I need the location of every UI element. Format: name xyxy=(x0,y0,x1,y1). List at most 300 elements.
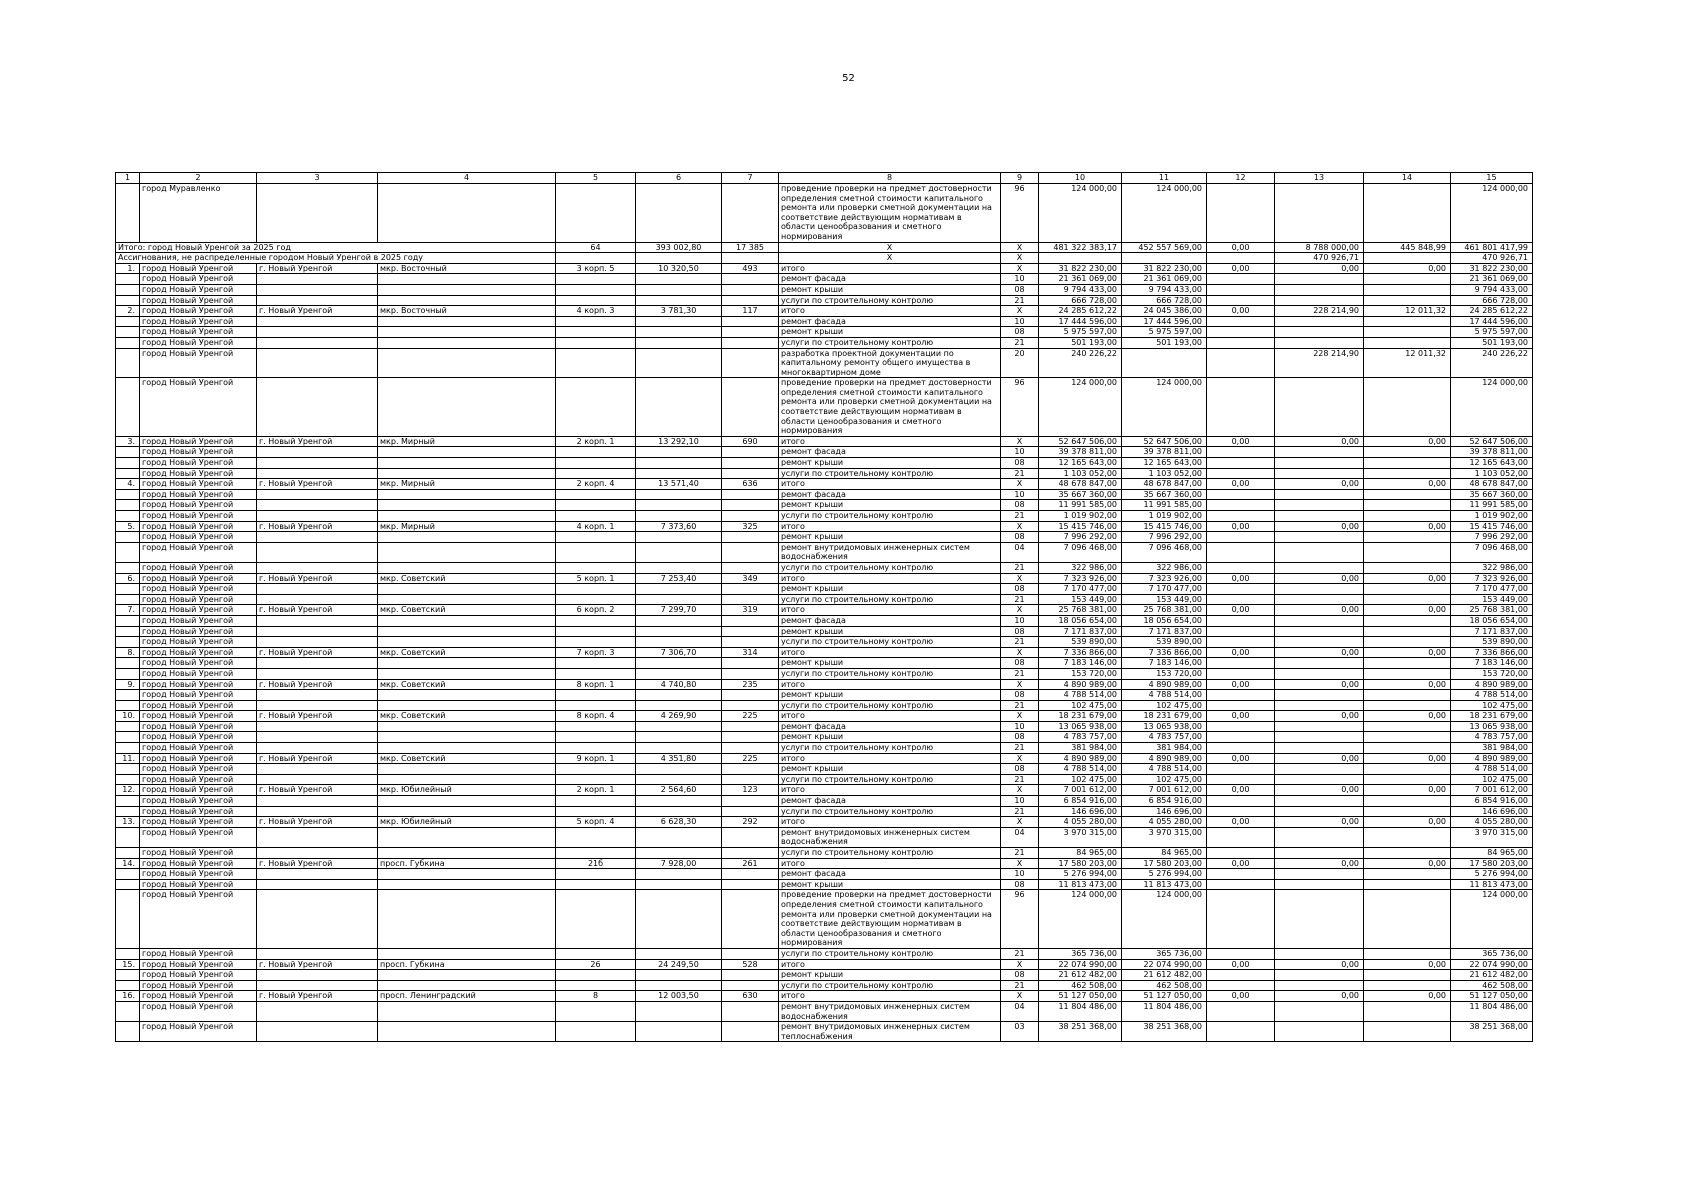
cell-c9: 21 xyxy=(1001,668,1039,679)
cell-c10: 24 285 612,22 xyxy=(1039,306,1122,317)
cell-c15: 7 323 926,00 xyxy=(1451,573,1533,584)
street-cell xyxy=(378,378,556,437)
house-number-cell xyxy=(556,668,636,679)
cell-c15: 470 926,71 xyxy=(1451,253,1533,264)
cell-c9: Х xyxy=(1001,242,1039,253)
residents-cell xyxy=(722,337,779,348)
residents-cell xyxy=(722,562,779,573)
cell-c14 xyxy=(1364,500,1451,511)
cell-c10: 4 788 514,00 xyxy=(1039,764,1122,775)
cell-c14 xyxy=(1364,253,1451,264)
cell-c10: 7 171 837,00 xyxy=(1039,626,1122,637)
row-number: 6. xyxy=(116,573,140,584)
cell-c10: 240 226,22 xyxy=(1039,348,1122,378)
street-cell xyxy=(378,1001,556,1021)
cell-c14: 0,00 xyxy=(1364,858,1451,869)
house-number-cell xyxy=(556,743,636,754)
residents-cell xyxy=(722,584,779,595)
settlement-cell xyxy=(257,500,378,511)
area-cell: 7 306,70 xyxy=(636,647,722,658)
cell-c12 xyxy=(1207,980,1275,991)
cell-c10: 7 996 292,00 xyxy=(1039,532,1122,543)
cell-c14 xyxy=(1364,890,1451,949)
street-cell xyxy=(378,337,556,348)
cell-c15: 240 226,22 xyxy=(1451,348,1533,378)
work-type-cell: ремонт фасада xyxy=(779,796,1001,807)
cell-c9: Х xyxy=(1001,817,1039,828)
cell-c12 xyxy=(1207,1001,1275,1021)
residents-cell xyxy=(722,626,779,637)
area-cell: 7 373,60 xyxy=(636,521,722,532)
cell-c9: 10 xyxy=(1001,274,1039,285)
cell-c15: 18 231 679,00 xyxy=(1451,711,1533,722)
area-cell xyxy=(636,348,722,378)
cell-c13: 228 214,90 xyxy=(1275,348,1364,378)
cell-c10: 102 475,00 xyxy=(1039,774,1122,785)
house-number-cell xyxy=(556,827,636,847)
work-type-cell: ремонт крыши xyxy=(779,970,1001,981)
settlement-cell: г. Новый Уренгой xyxy=(257,858,378,869)
work-type-cell: услуги по строительному контролю xyxy=(779,562,1001,573)
cell-c5 xyxy=(556,253,636,264)
settlement-cell xyxy=(257,327,378,338)
row-number xyxy=(116,562,140,573)
cell-c10: 4 055 280,00 xyxy=(1039,817,1122,828)
cell-c12 xyxy=(1207,489,1275,500)
cell-c14 xyxy=(1364,743,1451,754)
area-cell xyxy=(636,562,722,573)
area-cell xyxy=(636,848,722,859)
cell-c11: 5 276 994,00 xyxy=(1122,869,1207,880)
street-cell xyxy=(378,690,556,701)
residents-cell xyxy=(722,542,779,562)
row-number: 1. xyxy=(116,263,140,274)
cell-c11: 22 074 990,00 xyxy=(1122,959,1207,970)
area-cell: 2 564,60 xyxy=(636,785,722,796)
cell-c14 xyxy=(1364,447,1451,458)
work-type-cell: итого xyxy=(779,753,1001,764)
cell-c13 xyxy=(1275,447,1364,458)
residents-cell: 123 xyxy=(722,785,779,796)
table-row xyxy=(116,647,1533,658)
cell-c15: 7 996 292,00 xyxy=(1451,532,1533,543)
work-type-cell: ремонт внутридомовых инженерных систем теплоснабжения xyxy=(779,1022,1001,1042)
cell-c13 xyxy=(1275,626,1364,637)
settlement-cell xyxy=(257,668,378,679)
cell-c12 xyxy=(1207,668,1275,679)
cell-c9: 21 xyxy=(1001,774,1039,785)
cell-c9: 21 xyxy=(1001,948,1039,959)
cell-c12 xyxy=(1207,458,1275,469)
municipality-cell: город Новый Уренгой xyxy=(140,743,257,754)
settlement-cell xyxy=(257,774,378,785)
table-row xyxy=(116,668,1533,679)
cell-c15: 322 986,00 xyxy=(1451,562,1533,573)
table-row xyxy=(116,764,1533,775)
table-body xyxy=(116,173,1533,1042)
street-cell: мкр. Юбилейный xyxy=(378,817,556,828)
residents-cell xyxy=(722,869,779,880)
municipality-cell: город Новый Уренгой xyxy=(140,848,257,859)
work-type-cell: услуги по строительному контролю xyxy=(779,668,1001,679)
cell-c10: 1 103 052,00 xyxy=(1039,468,1122,479)
settlement-cell xyxy=(257,980,378,991)
cell-c12 xyxy=(1207,743,1275,754)
row-number: 7. xyxy=(116,605,140,616)
row-number: 13. xyxy=(116,817,140,828)
house-number-cell: 4 корп. 3 xyxy=(556,306,636,317)
cell-c9: 03 xyxy=(1001,1022,1039,1042)
cell-c14 xyxy=(1364,637,1451,648)
area-cell xyxy=(636,584,722,595)
cell-c15: 22 074 990,00 xyxy=(1451,959,1533,970)
municipality-cell: город Новый Уренгой xyxy=(140,879,257,890)
table-row xyxy=(116,468,1533,479)
municipality-cell: город Новый Уренгой xyxy=(140,327,257,338)
street-cell xyxy=(378,948,556,959)
cell-c9: Х xyxy=(1001,753,1039,764)
cell-c15: 6 854 916,00 xyxy=(1451,796,1533,807)
settlement-cell xyxy=(257,637,378,648)
cell-c11 xyxy=(1122,253,1207,264)
row-number xyxy=(116,764,140,775)
cell-c13 xyxy=(1275,948,1364,959)
settlement-cell xyxy=(257,890,378,949)
row-number xyxy=(116,500,140,511)
street-cell xyxy=(378,806,556,817)
work-type-cell: итого xyxy=(779,711,1001,722)
house-number-cell xyxy=(556,796,636,807)
cell-c13 xyxy=(1275,284,1364,295)
municipality-cell: город Новый Уренгой xyxy=(140,970,257,981)
house-number-cell xyxy=(556,594,636,605)
house-number-cell xyxy=(556,511,636,522)
street-cell xyxy=(378,468,556,479)
column-number-14: 14 xyxy=(1364,173,1451,184)
column-number-8: 8 xyxy=(779,173,1001,184)
cell-c14 xyxy=(1364,869,1451,880)
work-type-cell: итого xyxy=(779,573,1001,584)
cell-c6: 393 002,80 xyxy=(636,242,722,253)
area-cell xyxy=(636,615,722,626)
municipality-cell: город Новый Уренгой xyxy=(140,615,257,626)
cell-c11: 146 696,00 xyxy=(1122,806,1207,817)
cell-c12: 0,00 xyxy=(1207,991,1275,1002)
row-number xyxy=(116,980,140,991)
residents-cell xyxy=(722,690,779,701)
cell-c10: 15 415 746,00 xyxy=(1039,521,1122,532)
municipality-cell: город Новый Уренгой xyxy=(140,637,257,648)
cell-c11: 18 056 654,00 xyxy=(1122,615,1207,626)
street-cell xyxy=(378,796,556,807)
residents-cell: 261 xyxy=(722,858,779,869)
cell-c10: 124 000,00 xyxy=(1039,184,1122,243)
cell-c9: 10 xyxy=(1001,796,1039,807)
cell-c13: 0,00 xyxy=(1275,711,1364,722)
cell-c15: 25 768 381,00 xyxy=(1451,605,1533,616)
settlement-cell xyxy=(257,948,378,959)
house-number-cell xyxy=(556,970,636,981)
cell-c9: Х xyxy=(1001,785,1039,796)
cell-c13: 0,00 xyxy=(1275,817,1364,828)
cell-c10: 31 822 230,00 xyxy=(1039,263,1122,274)
street-cell: мкр. Советский xyxy=(378,573,556,584)
municipality-cell: город Новый Уренгой xyxy=(140,274,257,285)
cell-c11: 21 612 482,00 xyxy=(1122,970,1207,981)
cell-c9: 21 xyxy=(1001,848,1039,859)
table-row xyxy=(116,436,1533,447)
row-number xyxy=(116,327,140,338)
cell-c15: 1 019 902,00 xyxy=(1451,511,1533,522)
cell-c14 xyxy=(1364,337,1451,348)
cell-c10: 666 728,00 xyxy=(1039,295,1122,306)
work-type-cell: услуги по строительному контролю xyxy=(779,295,1001,306)
cell-c10: 7 170 477,00 xyxy=(1039,584,1122,595)
cell-c13: 0,00 xyxy=(1275,959,1364,970)
cell-c9: Х xyxy=(1001,521,1039,532)
cell-c14 xyxy=(1364,690,1451,701)
settlement-cell xyxy=(257,806,378,817)
cell-c15: 11 813 473,00 xyxy=(1451,879,1533,890)
cell-c12 xyxy=(1207,764,1275,775)
cell-c14 xyxy=(1364,948,1451,959)
cell-c13: 0,00 xyxy=(1275,785,1364,796)
cell-c12: 0,00 xyxy=(1207,647,1275,658)
municipality-cell: город Новый Уренгой xyxy=(140,817,257,828)
street-cell xyxy=(378,447,556,458)
settlement-cell: г. Новый Уренгой xyxy=(257,959,378,970)
street-cell xyxy=(378,348,556,378)
row-number xyxy=(116,489,140,500)
cell-c11: 666 728,00 xyxy=(1122,295,1207,306)
house-number-cell: 8 xyxy=(556,991,636,1002)
work-type-cell: ремонт фасада xyxy=(779,615,1001,626)
house-number-cell xyxy=(556,774,636,785)
cell-c11: 4 055 280,00 xyxy=(1122,817,1207,828)
work-type-cell: итого xyxy=(779,479,1001,490)
cell-c11: 7 001 612,00 xyxy=(1122,785,1207,796)
area-cell xyxy=(636,721,722,732)
municipality-cell: город Новый Уренгой xyxy=(140,348,257,378)
cell-c14 xyxy=(1364,970,1451,981)
work-type-cell: услуги по строительному контролю xyxy=(779,594,1001,605)
cell-c13 xyxy=(1275,1001,1364,1021)
cell-c15: 153 720,00 xyxy=(1451,668,1533,679)
house-number-cell xyxy=(556,562,636,573)
area-cell xyxy=(636,690,722,701)
row-number xyxy=(116,584,140,595)
cell-c13 xyxy=(1275,337,1364,348)
cell-c13 xyxy=(1275,458,1364,469)
cell-c15: 7 171 837,00 xyxy=(1451,626,1533,637)
municipality-cell: город Новый Уренгой xyxy=(140,679,257,690)
municipality-cell: город Новый Уренгой xyxy=(140,948,257,959)
table-row xyxy=(116,500,1533,511)
cell-c13 xyxy=(1275,532,1364,543)
cell-c11: 462 508,00 xyxy=(1122,980,1207,991)
cell-c10: 7 323 926,00 xyxy=(1039,573,1122,584)
municipality-cell: город Новый Уренгой xyxy=(140,295,257,306)
cell-c9: 21 xyxy=(1001,743,1039,754)
cell-c12 xyxy=(1207,615,1275,626)
cell-c9: 10 xyxy=(1001,721,1039,732)
house-number-cell xyxy=(556,468,636,479)
work-type-cell: ремонт крыши xyxy=(779,690,1001,701)
cell-c12 xyxy=(1207,970,1275,981)
area-cell xyxy=(636,658,722,669)
area-cell xyxy=(636,980,722,991)
work-type-cell: итого xyxy=(779,521,1001,532)
table-row xyxy=(116,316,1533,327)
cell-c13 xyxy=(1275,743,1364,754)
cell-c11: 124 000,00 xyxy=(1122,890,1207,949)
municipality-cell: город Новый Уренгой xyxy=(140,806,257,817)
cell-c9: 96 xyxy=(1001,378,1039,437)
residents-cell xyxy=(722,468,779,479)
area-cell xyxy=(636,468,722,479)
house-number-cell xyxy=(556,1001,636,1021)
settlement-cell xyxy=(257,447,378,458)
street-cell: мкр. Советский xyxy=(378,711,556,722)
cell-c15: 35 667 360,00 xyxy=(1451,489,1533,500)
residents-cell xyxy=(722,615,779,626)
row-number xyxy=(116,1001,140,1021)
cell-c13: 0,00 xyxy=(1275,679,1364,690)
cell-c10: 11 804 486,00 xyxy=(1039,1001,1122,1021)
area-cell xyxy=(636,743,722,754)
cell-c10: 13 065 938,00 xyxy=(1039,721,1122,732)
residents-cell xyxy=(722,668,779,679)
work-type-cell: итого xyxy=(779,436,1001,447)
settlement-cell xyxy=(257,562,378,573)
cell-c13: 470 926,71 xyxy=(1275,253,1364,264)
settlement-cell xyxy=(257,274,378,285)
table-row xyxy=(116,447,1533,458)
street-cell xyxy=(378,542,556,562)
table-row xyxy=(116,711,1533,722)
area-cell xyxy=(636,378,722,437)
cell-c15: 1 103 052,00 xyxy=(1451,468,1533,479)
cell-c14 xyxy=(1364,700,1451,711)
street-cell xyxy=(378,295,556,306)
area-cell xyxy=(636,511,722,522)
cell-c15: 146 696,00 xyxy=(1451,806,1533,817)
work-type-cell: итого xyxy=(779,785,1001,796)
total-row xyxy=(116,242,1533,253)
cell-c10: 102 475,00 xyxy=(1039,700,1122,711)
residents-cell: 630 xyxy=(722,991,779,1002)
cell-c12 xyxy=(1207,690,1275,701)
table-row xyxy=(116,959,1533,970)
municipality-cell: город Новый Уренгой xyxy=(140,690,257,701)
table-row xyxy=(116,980,1533,991)
street-cell xyxy=(378,764,556,775)
area-cell xyxy=(636,948,722,959)
residents-cell xyxy=(722,743,779,754)
work-type-cell: итого xyxy=(779,959,1001,970)
row-number xyxy=(116,458,140,469)
cell-c8: Х xyxy=(779,253,1001,264)
table-row xyxy=(116,700,1533,711)
table-row xyxy=(116,890,1533,949)
cell-c10: 17 444 596,00 xyxy=(1039,316,1122,327)
table-row xyxy=(116,605,1533,616)
cell-c14: 0,00 xyxy=(1364,817,1451,828)
row-number: 15. xyxy=(116,959,140,970)
municipality-cell: город Новый Уренгой xyxy=(140,447,257,458)
column-number-2: 2 xyxy=(140,173,257,184)
row-number xyxy=(116,542,140,562)
cell-c11: 11 804 486,00 xyxy=(1122,1001,1207,1021)
cell-c11: 25 768 381,00 xyxy=(1122,605,1207,616)
cell-c12 xyxy=(1207,253,1275,264)
work-type-cell: ремонт крыши xyxy=(779,458,1001,469)
residents-cell xyxy=(722,1001,779,1021)
area-cell xyxy=(636,274,722,285)
cell-c9: Х xyxy=(1001,605,1039,616)
table-row xyxy=(116,184,1533,243)
cell-c11: 84 965,00 xyxy=(1122,848,1207,859)
cell-c15: 4 890 989,00 xyxy=(1451,679,1533,690)
cell-c9: 08 xyxy=(1001,532,1039,543)
municipality-cell: город Новый Уренгой xyxy=(140,479,257,490)
settlement-cell xyxy=(257,848,378,859)
row-number xyxy=(116,796,140,807)
cell-c15: 365 736,00 xyxy=(1451,948,1533,959)
settlement-cell: г. Новый Уренгой xyxy=(257,753,378,764)
cell-c11: 3 970 315,00 xyxy=(1122,827,1207,847)
column-number-15: 15 xyxy=(1451,173,1533,184)
cell-c14 xyxy=(1364,658,1451,669)
table-row xyxy=(116,479,1533,490)
cell-c15: 102 475,00 xyxy=(1451,774,1533,785)
table-row xyxy=(116,817,1533,828)
work-type-cell: услуги по строительному контролю xyxy=(779,511,1001,522)
residents-cell: 292 xyxy=(722,817,779,828)
street-cell: просп. Губкина xyxy=(378,858,556,869)
cell-c15: 462 508,00 xyxy=(1451,980,1533,991)
house-number-cell xyxy=(556,284,636,295)
street-cell: мкр. Юбилейный xyxy=(378,785,556,796)
residents-cell: 235 xyxy=(722,679,779,690)
cell-c10: 481 322 383,17 xyxy=(1039,242,1122,253)
street-cell: просп. Ленинградский xyxy=(378,991,556,1002)
residents-cell xyxy=(722,327,779,338)
cell-c14 xyxy=(1364,295,1451,306)
cell-c12 xyxy=(1207,594,1275,605)
residents-cell xyxy=(722,1022,779,1042)
cell-c14: 0,00 xyxy=(1364,991,1451,1002)
cell-c13 xyxy=(1275,869,1364,880)
area-cell xyxy=(636,869,722,880)
work-type-cell: услуги по строительному контролю xyxy=(779,637,1001,648)
cell-c12 xyxy=(1207,468,1275,479)
cell-c12 xyxy=(1207,500,1275,511)
area-cell: 24 249,50 xyxy=(636,959,722,970)
cell-c11: 35 667 360,00 xyxy=(1122,489,1207,500)
settlement-cell xyxy=(257,658,378,669)
cell-c12: 0,00 xyxy=(1207,959,1275,970)
cell-c12: 0,00 xyxy=(1207,242,1275,253)
municipality-cell: город Новый Уренгой xyxy=(140,489,257,500)
residents-cell xyxy=(722,378,779,437)
cell-c13 xyxy=(1275,295,1364,306)
column-number-7: 7 xyxy=(722,173,779,184)
area-cell xyxy=(636,879,722,890)
cell-c15: 11 991 585,00 xyxy=(1451,500,1533,511)
row-number xyxy=(116,827,140,847)
municipality-cell: город Новый Уренгой xyxy=(140,573,257,584)
